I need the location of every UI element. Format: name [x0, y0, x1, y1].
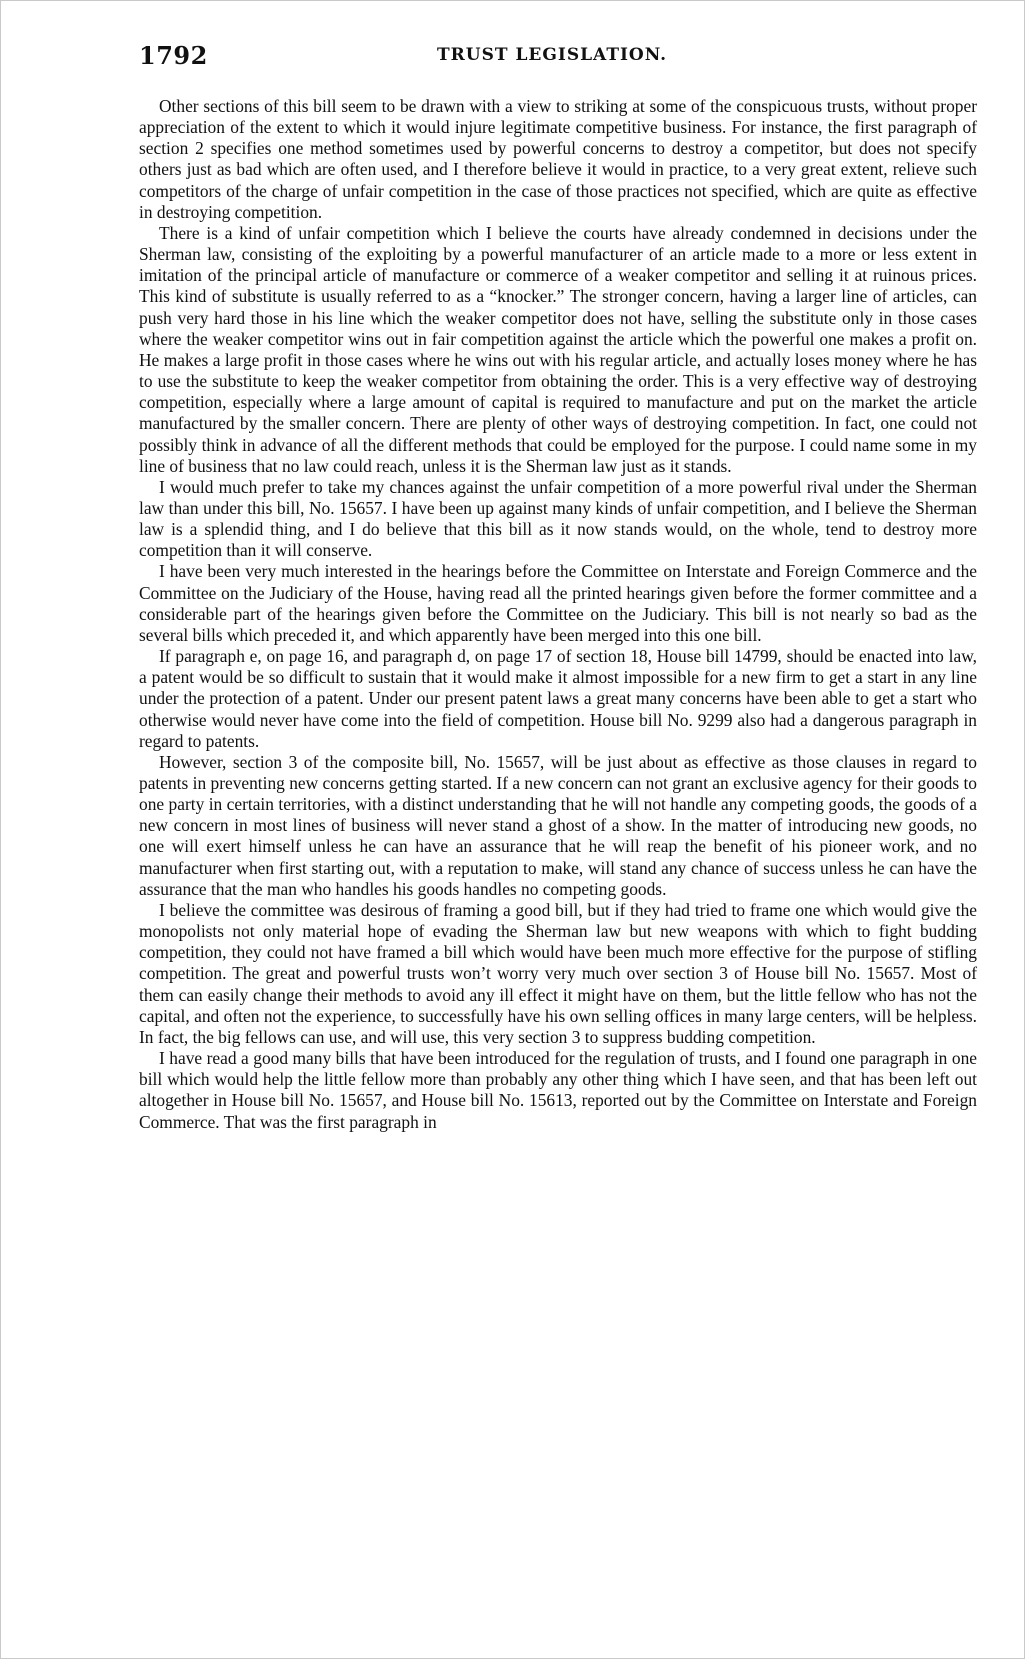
paragraph-4: I have been very much interested in the hearings before the Committee on Interstate and Foreign Commerce and the Committee on the Judiciary of the House, having read all the printed hearings given before the former committee and a considerable part of the hearings given before the Committee on the Judiciary. This bill is not nearly so bad as the several bills which preceded it, and which apparently have been merged into this one bill.: [139, 561, 977, 645]
paragraph-6: However, section 3 of the composite bill, No. 15657, will be just about as effective as those clauses in regard to patents in preventing new concerns getting started. If a new concern can not grant an exclusive agency for their goods to one party in certain territories, with a distinct understanding that he will not handle any competing goods, the goods of a new concern in most lines of business will never stand a ghost of a show. In the matter of introducing new goods, no one will exert himself unless he can have an assurance that he will reap the benefit of his pioneer work, and no manufacturer when first starting out, with a reputation to make, will stand any chance of success unless he can have the assurance that the man who handles his goods handles no competing goods.: [139, 751, 977, 899]
paragraph-2: There is a kind of unfair competition which I believe the courts have already condemned in decisions under the Sherman law, consisting of the exploiting by a powerful manufacturer of an article made to a more or less extent in imitation of the principal article of manufacture or commerce of a weaker competitor and selling it at ruinous prices. This kind of substitute is usually referred to as a “knocker.” The stronger concern, having a larger line of articles, can push very hard those in his line which the weaker competitor does not have, selling the substitute only in those cases where the weaker competitor wins out in fair competition against the article which the powerful one makes a profit on. He makes a large profit in those cases where he wins out with his regular article, and actually loses money where he has to use the substitute to keep the weaker competitor from obtaining the order. This is a very effective way of destroying competition, especially where a large amount of capital is required to manufacture and put on the market the article manufactured by the smaller concern. There are plenty of other ways of destroying competition. In fact, one could not possibly think in advance of all the different methods that could be employed for the purpose. I could name some in my line of business that no law could reach, unless it is the Sherman law just as it stands.: [139, 222, 977, 476]
running-head: TRUST LEGISLATION.: [437, 45, 668, 65]
paragraph-5: If paragraph e, on page 16, and paragraph d, on page 17 of section 18, House bill 14799, should be enacted into law, a patent would be so difficult to sustain that it would make it almost impossible for a new firm to get a start in any line under the protection of a patent. Under our present patent laws a great many concerns have been able to get a start who otherwise would never have come into the field of competition. House bill No. 9299 also had a dangerous paragraph in regard to patents.: [139, 646, 977, 751]
body-text: [139, 96, 977, 1133]
page-header: [139, 41, 977, 71]
page-number: 1792: [139, 41, 208, 70]
paragraph-8: I have read a good many bills that have been introduced for the regulation of trusts, and I found one paragraph in one bill which would help the little fellow more than probably any other thing which I have seen, and that has been left out altogether in House bill No. 15657, and House bill No. 15613, reported out by the Committee on Interstate and Foreign Commerce. That was the first paragraph in: [139, 1048, 977, 1132]
paragraph-3: I would much prefer to take my chances against the unfair competition of a more powerful rival under the Sherman law than under this bill, No. 15657. I have been up against many kinds of unfair competition, and I believe the Sherman law is a splendid thing, and I do believe that this bill as it now stands would, on the whole, tend to destroy more competition than it will conserve.: [139, 476, 977, 561]
paragraph-1: Other sections of this bill seem to be drawn with a view to striking at some of the conspicuous trusts, without proper appreciation of the extent to which it would injure legitimate competitive business. For instance, the first paragraph of section 2 specifies one method sometimes used by powerful concerns to destroy a competitor, but does not specify others just as bad which are often used, and I therefore believe it would in practice, to a very great extent, relieve such competitors of the charge of unfair competition in the case of those practices not specified, which are quite as effective in destroying competition.: [139, 96, 977, 222]
paragraph-7: I believe the committee was desirous of framing a good bill, but if they had tried to frame one which would give the monopolists not only material hope of evading the Sherman law but new weapons with which to fight budding competition, they could not have framed a bill which would have been much more effective for the purpose of stifling competition. The great and powerful trusts won’t worry very much over section 3 of House bill No. 15657. Most of them can easily change their methods to avoid any ill effect it might have on them, but the little fellow who has not the capital, and often not the experience, to successfully have his own selling offices in many large centers, will be helpless. In fact, the big fellows can use, and will use, this very section 3 to suppress budding competition.: [139, 899, 977, 1047]
